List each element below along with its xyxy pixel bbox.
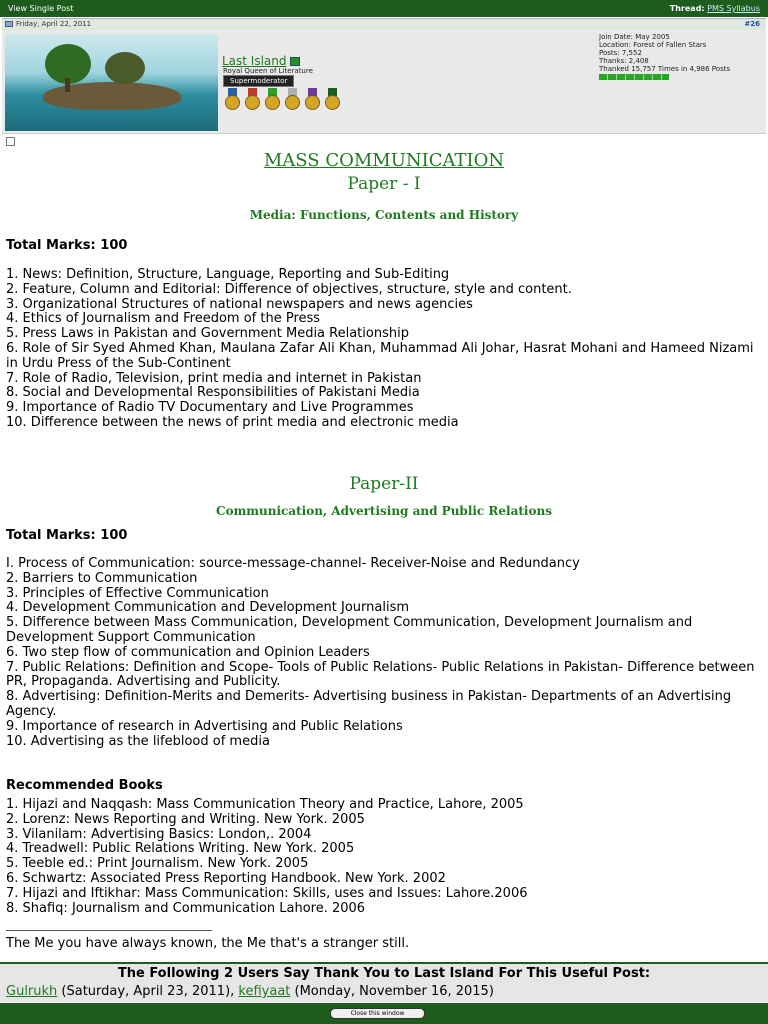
list-item: 3. Principles of Effective Communication [6,585,269,601]
list-item: 5. Difference between Mass Communication, Development Communication, Development Journalism and Development Support Communication [6,615,693,645]
list-item: 6. Role of Sir Syed Ahmed Khan, Maulana Zafar Ali Khan, Muhammad Ali Johar, Hasrat Mohani and Hameed Nizami in Urdu Press of the Sub-Continent [6,340,754,371]
list-item: 1. Hijazi and Naqqash: Mass Communication Theory and Practice, Lahore, 2005 [6,797,524,812]
list-item: 10. Difference between the news of print media and electronic media [6,414,459,430]
thanks-count: Thanks: 2,408 [599,57,649,65]
list-item: I. Process of Communication: source-message-channel- Receiver-Noise and Redundancy [6,556,580,571]
medals [224,88,344,114]
join-date: Join Date: May 2005 [599,33,670,41]
medal-icon [284,88,301,110]
medal-icon [264,88,281,110]
list-item: 6. Schwartz: Associated Press Reporting Handbook. New York. 2002 [6,870,446,886]
list-item: 2. Barriers to Communication [6,570,198,586]
list-item: 8. Social and Developmental Responsibilities of Pakistani Media [6,385,420,401]
location: Location: Forest of Fallen Stars [599,41,707,49]
post-header-bar [2,18,766,30]
list-item: 2. Lorenz: News Reporting and Writing. New York. 2005 [6,811,365,827]
list-item: 4. Treadwell: Public Relations Writing. New York. 2005 [6,841,355,857]
thread-info [670,0,760,17]
list-item: 4. Ethics of Journalism and Freedom of the Press [6,311,321,327]
thread-label: Thread: [669,4,705,13]
post-title: MASS COMMUNICATION [263,150,505,171]
list-item: 2. Feature, Column and Editorial: Difference of objectives, structure, style and content. [6,281,572,297]
list-item: 1. News: Definition, Structure, Language, Reporting and Sub-Editing [6,267,450,282]
post-count: Posts: 7,552 [599,49,642,57]
island-shape [43,82,181,110]
thread-link[interactable]: PMS Syllabus [707,4,760,13]
list-item: 9. Importance of research in Advertising and Public Relations [6,718,403,734]
medal-icon [324,88,341,110]
thanks-user-date: (Saturday, April 23, 2011), [57,984,239,999]
close-window-button[interactable]: Close this window [330,1008,425,1019]
list-item: 3. Organizational Structures of national newspapers and news agencies [6,296,473,312]
list-item: 5. Teeble ed.: Print Journalism. New York. 2005 [6,856,309,872]
list-item: 7. Hijazi and Iftikhar: Mass Communication: Skills, uses and Issues: Lahore.2006 [6,885,528,901]
paper1-list [6,268,762,431]
list-item: 10. Advertising as the lifeblood of media [6,733,270,749]
post-doc-icon [6,137,15,146]
post-icon [5,21,13,27]
top-bar [0,0,768,17]
list-item: 9. Importance of Radio TV Documentary and Live Programmes [6,400,414,416]
list-item: 4. Development Communication and Development Journalism [6,600,410,616]
thanks-users [6,984,494,999]
post-number[interactable]: #26 [744,20,760,28]
tree-shape-2 [105,52,145,84]
paper1-subheading: Media: Functions, Contents and History [249,208,519,222]
paper2-marks: Total Marks: 100 [6,528,128,543]
username-text[interactable]: Last Island [222,54,287,68]
paper2-heading: Paper-II [349,474,419,494]
paper1-heading: Paper - I [347,174,421,194]
list-item: 7. Role of Radio, Television, print media and internet in Pakistan [6,370,422,386]
avatar [5,34,218,131]
thanks-user-link-2[interactable]: kefiyaat [238,984,291,999]
paper2-subheading: Communication, Advertising and Public Relations [216,504,552,518]
medal-icon [244,88,261,110]
tree-trunk [65,78,70,92]
medal-icon [224,88,241,110]
books-list [6,798,762,916]
user-title: Royal Queen of Literature [223,67,313,75]
list-item: 3. Vilanilam: Advertising Basics: London,. 2004 [6,826,312,842]
post-date: Friday, April 22, 2011 [16,20,92,28]
medal-icon [304,88,321,110]
footer-bar [0,1003,768,1024]
reputation-bar [599,74,669,80]
thanked-count: Thanked 15,757 Times in 4,986 Posts [599,65,731,73]
list-item: 8. Shafiq: Journalism and Communication Lahore. 2006 [6,900,366,916]
signature-divider [6,930,212,931]
thanks-user-date-2: (Monday, November 16, 2015) [290,984,494,999]
thanks-title: The Following 2 Users Say Thank You to Last Island For This Useful Post: [117,966,651,981]
list-item: 8. Advertising: Definition-Merits and Demerits- Advertising business in Pakistan- Departments of an Advertising Agency. [6,689,732,719]
list-item: 6. Two step flow of communication and Opinion Leaders [6,644,370,660]
books-heading: Recommended Books [6,778,163,793]
user-panel [2,30,766,134]
signature: The Me you have always known, the Me that's a stranger still. [6,936,410,951]
user-info [599,33,730,80]
list-item: 7. Public Relations: Definition and Scope- Tools of Public Relations- Public Relations in Pakistan- Difference between PR, Propaganda. Advertising and Publicity. [6,659,755,690]
view-title: View Single Post [8,4,74,13]
thanks-box [0,962,768,1002]
thanks-user-link[interactable]: Gulrukh [6,984,58,999]
paper2-list [6,557,762,749]
paper1-marks: Total Marks: 100 [6,238,128,253]
list-item: 5. Press Laws in Pakistan and Government Media Relationship [6,326,409,342]
user-rank-badge: Supermoderator [223,75,294,87]
online-status-icon [290,57,300,66]
username-link[interactable] [222,54,300,68]
